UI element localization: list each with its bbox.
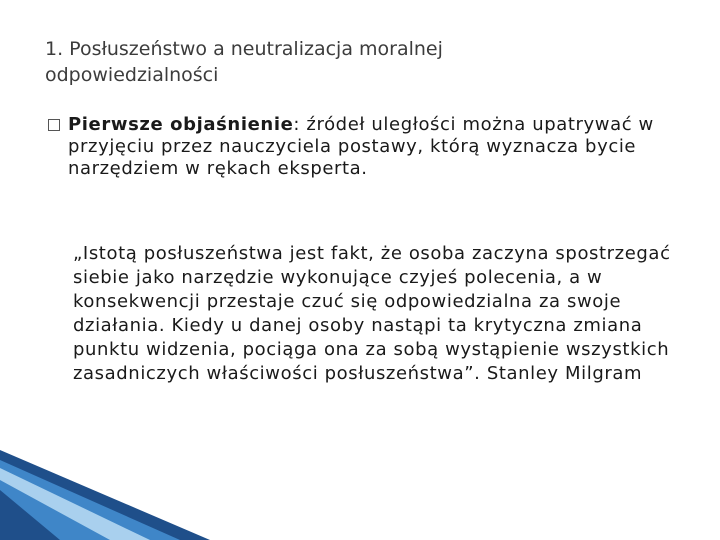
corner-wave-decoration xyxy=(0,450,720,540)
milgram-quote: „Istotą posłuszeństwa jest fakt, że osoba zaczyna spostrzegać siebie jako narzędzie wykonujące czyjeś polecenia, a w konsekwencji przestaje czuć się odpowiedzialna za swoje działania. Kiedy u danej osoby nastąpi ta krytyczna zmiana punktu widzenia, pociąga ona za sobą wystąpienie wszystkich zasadniczych właściwości posłuszeństwa”. Stanley Milgram xyxy=(73,243,671,384)
bullet-lead xyxy=(68,114,300,135)
square-bullet-icon xyxy=(48,119,60,131)
bullet-body: źródeł uległości można upatrywać w przyjęciu przez nauczyciela postawy, którą wyznacza bycie narzędziem w rękach eksperta. xyxy=(68,114,654,179)
bullet-row xyxy=(48,114,668,180)
bullet-text xyxy=(68,114,668,180)
bullet-lead-label: Pierwsze objaśnienie xyxy=(68,114,294,135)
bullet-item xyxy=(48,114,668,180)
bullet-lead-colon: : xyxy=(293,114,301,135)
slide-title: 1. Posłuszeństwo a neutralizacja moralnej odpowiedzialności xyxy=(45,38,443,86)
